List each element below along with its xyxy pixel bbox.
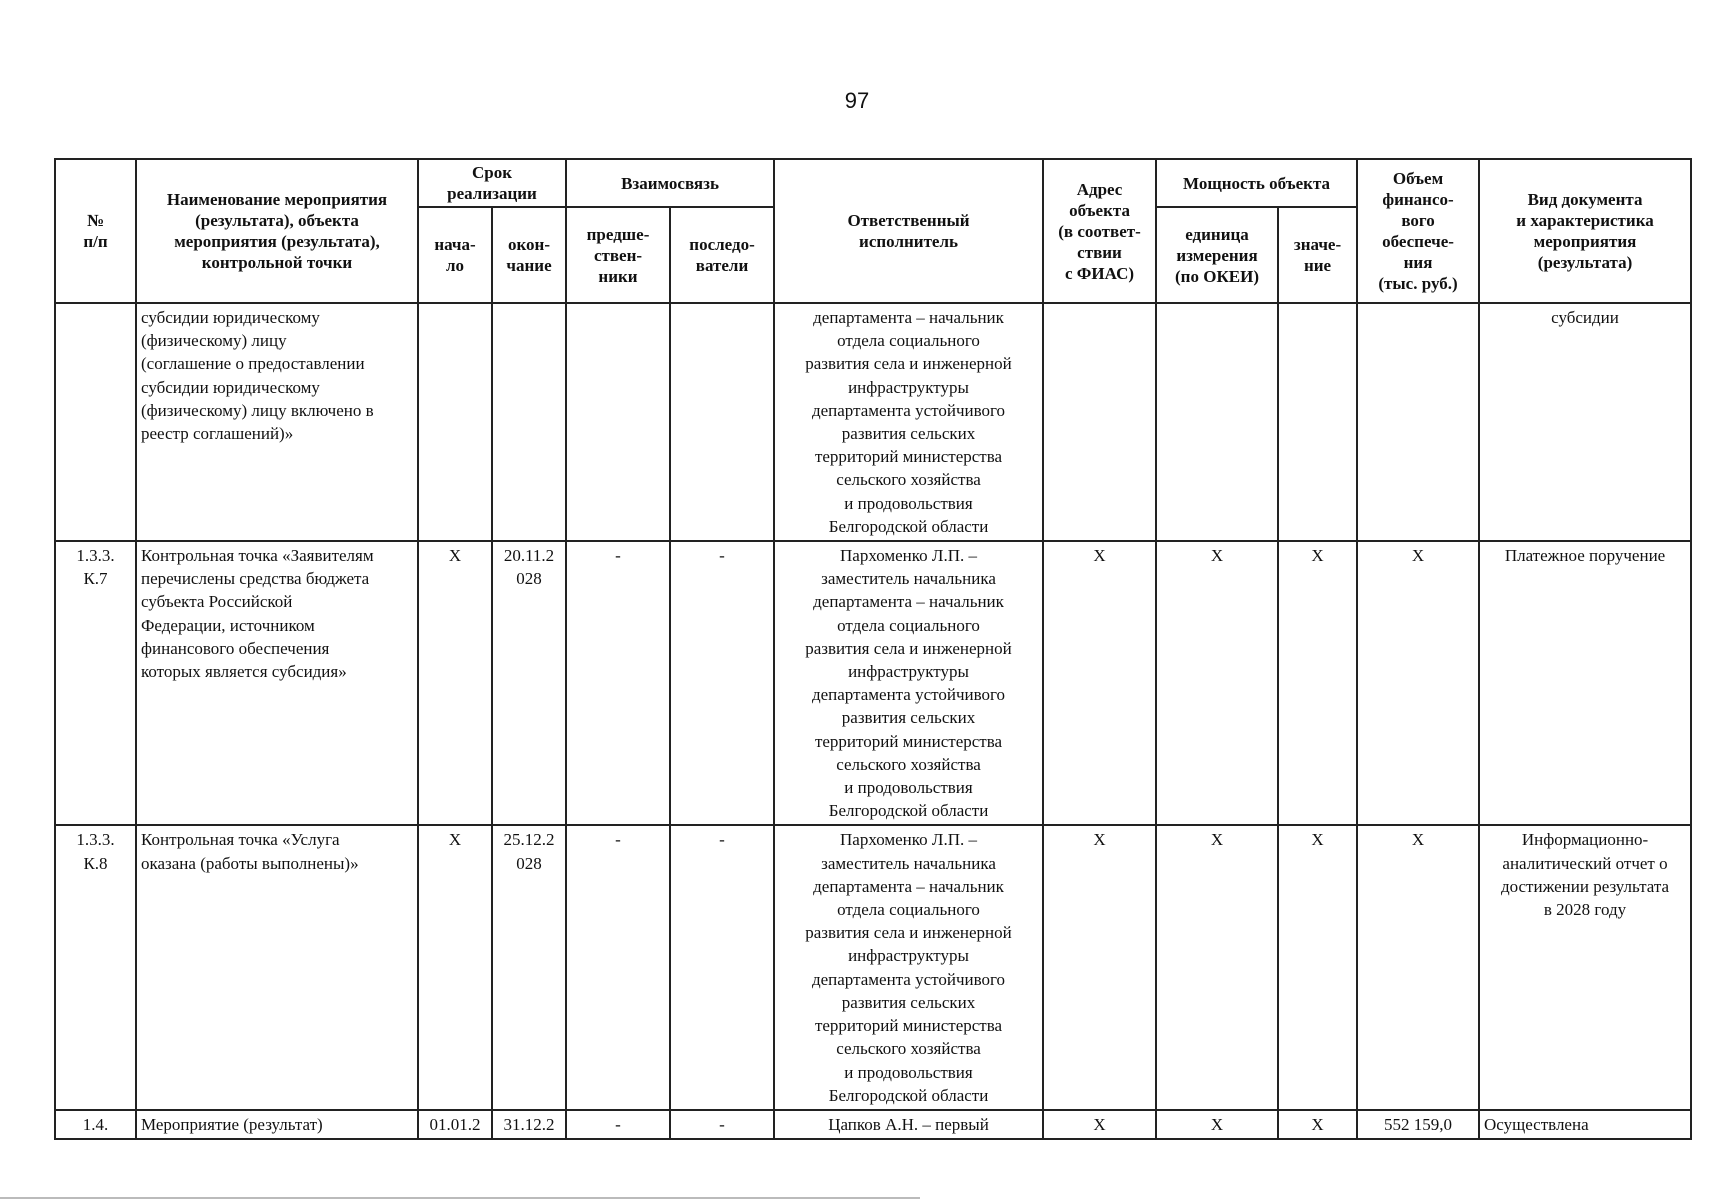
cell-responsible: Пархоменко Л.П. – заместитель начальника департамента – начальник отдела социального развития села и инженерной инфраструктуры департамента устойчивого развития сельских территорий министерства сельского хозяйства и продовольствия Белгородской области bbox=[774, 541, 1043, 825]
header-volume: Объем финансо- вого обеспече- ния (тыс. руб.) bbox=[1357, 159, 1479, 303]
cell-start: 01.01.2 bbox=[418, 1110, 492, 1139]
cell-num bbox=[55, 303, 136, 541]
cell-successors: - bbox=[670, 1110, 774, 1139]
cell-unit bbox=[1156, 303, 1278, 541]
cell-num: 1.4. bbox=[55, 1110, 136, 1139]
cell-predecessors: - bbox=[566, 825, 670, 1109]
cell-unit: X bbox=[1156, 541, 1278, 825]
cell-volume: X bbox=[1357, 541, 1479, 825]
table-row bbox=[55, 303, 1691, 541]
cell-value: X bbox=[1278, 1110, 1357, 1139]
page-number: 97 bbox=[844, 88, 870, 113]
cell-predecessors bbox=[566, 303, 670, 541]
header-responsible: Ответственный исполнитель bbox=[774, 159, 1043, 303]
cell-num: 1.3.3. К.7 bbox=[55, 541, 136, 825]
cell-unit: X bbox=[1156, 825, 1278, 1109]
table-row bbox=[55, 541, 1691, 825]
cell-address: X bbox=[1043, 1110, 1156, 1139]
header-name: Наименование мероприятия (результата), объекта мероприятия (результата), контрольной точки bbox=[136, 159, 418, 303]
cell-successors: - bbox=[670, 541, 774, 825]
cell-address: X bbox=[1043, 825, 1156, 1109]
header-predecessors: предше- ствен- ники bbox=[566, 207, 670, 303]
cell-end bbox=[492, 303, 566, 541]
header-value: значе- ние bbox=[1278, 207, 1357, 303]
cell-successors bbox=[670, 303, 774, 541]
cell-value: X bbox=[1278, 825, 1357, 1109]
cell-start bbox=[418, 303, 492, 541]
header-document: Вид документа и характеристика мероприятия (результата) bbox=[1479, 159, 1691, 303]
cell-name: Контрольная точка «Услуга оказана (работы выполнены)» bbox=[136, 825, 418, 1109]
cell-num: 1.3.3. К.8 bbox=[55, 825, 136, 1109]
cell-responsible: Пархоменко Л.П. – заместитель начальника департамента – начальник отдела социального развития села и инженерной инфраструктуры департамента устойчивого развития сельских территорий министерства сельского хозяйства и продовольствия Белгородской области bbox=[774, 825, 1043, 1109]
header-address: Адрес объекта (в соответ- ствии с ФИАС) bbox=[1043, 159, 1156, 303]
header-term: Срок реализации bbox=[418, 159, 566, 207]
cell-end: 20.11.2 028 bbox=[492, 541, 566, 825]
header-num: № п/п bbox=[55, 159, 136, 303]
table-header bbox=[55, 159, 1691, 303]
header-unit: единица измерения (по ОКЕИ) bbox=[1156, 207, 1278, 303]
table-row bbox=[55, 1110, 1691, 1139]
header-successors: последо- ватели bbox=[670, 207, 774, 303]
cell-name: Контрольная точка «Заявителям перечислены средства бюджета субъекта Российской Федерации, источником финансового обеспечения которых является субсидия» bbox=[136, 541, 418, 825]
cell-predecessors: - bbox=[566, 541, 670, 825]
cell-name: Мероприятие (результат) bbox=[136, 1110, 418, 1139]
cell-address bbox=[1043, 303, 1156, 541]
cell-unit: X bbox=[1156, 1110, 1278, 1139]
cell-value bbox=[1278, 303, 1357, 541]
cell-volume: X bbox=[1357, 825, 1479, 1109]
cell-name: субсидии юридическому (физическому) лицу (соглашение о предоставлении субсидии юридическому (физическому) лицу включено в реестр соглашений)» bbox=[136, 303, 418, 541]
cell-document: субсидии bbox=[1479, 303, 1691, 541]
cell-start: X bbox=[418, 541, 492, 825]
cell-document: Платежное поручение bbox=[1479, 541, 1691, 825]
cell-end: 31.12.2 bbox=[492, 1110, 566, 1139]
cell-predecessors: - bbox=[566, 1110, 670, 1139]
header-end: окон- чание bbox=[492, 207, 566, 303]
cell-document: Информационно- аналитический отчет о достижении результата в 2028 году bbox=[1479, 825, 1691, 1109]
cell-end: 25.12.2 028 bbox=[492, 825, 566, 1109]
cell-successors: - bbox=[670, 825, 774, 1109]
cell-volume: 552 159,0 bbox=[1357, 1110, 1479, 1139]
cell-volume bbox=[1357, 303, 1479, 541]
header-relation: Взаимосвязь bbox=[566, 159, 774, 207]
cell-document: Осуществлена bbox=[1479, 1110, 1691, 1139]
header-power: Мощность объекта bbox=[1156, 159, 1357, 207]
table-row bbox=[55, 825, 1691, 1109]
cell-responsible: Цапков А.Н. – первый bbox=[774, 1110, 1043, 1139]
cell-address: X bbox=[1043, 541, 1156, 825]
cell-start: X bbox=[418, 825, 492, 1109]
scan-edge-line bbox=[0, 1197, 920, 1199]
schedule-table bbox=[54, 158, 1692, 1140]
cell-value: X bbox=[1278, 541, 1357, 825]
cell-responsible: департамента – начальник отдела социального развития села и инженерной инфраструктуры департамента устойчивого развития сельских территорий министерства сельского хозяйства и продовольствия Белгородской области bbox=[774, 303, 1043, 541]
header-start: нача- ло bbox=[418, 207, 492, 303]
